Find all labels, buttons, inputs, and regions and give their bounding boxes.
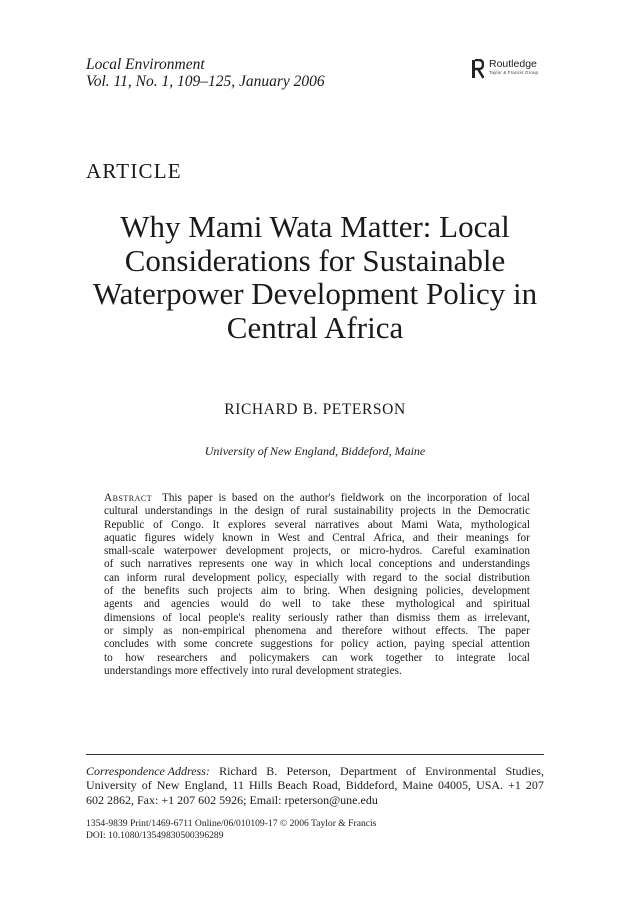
word: with <box>156 638 177 651</box>
word: Biddeford, <box>345 778 398 793</box>
word: the <box>424 571 439 584</box>
word: +1 <box>161 792 175 807</box>
word: concludes <box>104 638 149 651</box>
word: Careful <box>431 545 466 558</box>
word: rural <box>271 664 293 677</box>
word: the <box>457 505 472 518</box>
word: would <box>220 598 249 611</box>
word: rural <box>164 571 186 584</box>
word: It <box>212 518 220 531</box>
word: effects. <box>435 624 469 637</box>
publisher-mark <box>472 59 538 79</box>
abstract-label: Abstract <box>104 492 153 504</box>
word: work <box>350 651 374 664</box>
abstract-line <box>104 558 530 571</box>
word: designing <box>373 585 418 598</box>
word: well <box>281 598 302 611</box>
word: as <box>467 611 477 624</box>
word: local <box>179 611 202 624</box>
journal-header <box>86 56 325 90</box>
word: to <box>435 651 444 664</box>
word: West <box>277 531 300 544</box>
word: or <box>104 624 114 637</box>
word: Fax: <box>137 792 159 807</box>
word: narratives <box>314 518 360 531</box>
correspondence-label: Correspondence Address: <box>86 764 210 778</box>
word: Beach <box>277 778 308 793</box>
title-line: Central Africa <box>226 309 404 345</box>
issn-line: 1354-9839 Print/1469-6711 Online/06/010109-17 © 2006 Taylor & Francis <box>86 818 377 829</box>
word: researchers <box>157 651 208 664</box>
word: Department <box>340 764 397 778</box>
word: effectively <box>200 664 249 677</box>
title-line: Waterpower Development Policy in <box>92 276 538 311</box>
word: the <box>280 492 294 504</box>
word: The <box>477 624 496 637</box>
word: Email: <box>249 792 282 807</box>
word: concrete <box>214 638 253 651</box>
word: policies, <box>425 585 464 598</box>
word: examination <box>474 545 530 558</box>
word: of <box>405 764 416 778</box>
word: rather <box>336 611 363 624</box>
doi-line: DOI: 10.1080/13549830500396289 <box>86 830 224 841</box>
word: 11 <box>232 778 244 793</box>
word: Hills <box>248 778 273 793</box>
word: these <box>361 598 385 611</box>
word: spiritual <box>493 598 530 611</box>
word: to <box>408 571 418 584</box>
word: attention <box>490 638 530 651</box>
word: regard <box>373 571 402 584</box>
word: Wata, <box>436 518 463 531</box>
word: Maine <box>402 778 434 793</box>
word: on <box>263 492 275 504</box>
word: incorporation <box>426 492 488 504</box>
word: local <box>508 492 530 504</box>
word: local <box>508 651 530 664</box>
abstract-line <box>104 519 530 532</box>
correspondence-line <box>86 778 544 792</box>
word: Congo. <box>171 518 204 531</box>
word: Studies, <box>505 764 544 778</box>
word: and <box>220 651 237 664</box>
word: how <box>125 651 145 664</box>
word: the <box>121 585 136 598</box>
word: New <box>156 778 180 793</box>
word: Democratic <box>477 505 530 518</box>
article-identifiers <box>86 818 376 842</box>
word: irrelevant, <box>484 611 530 624</box>
word: USA. <box>476 778 504 793</box>
word: local <box>349 558 372 571</box>
word: small-scale <box>104 545 155 558</box>
word: Africa, <box>373 531 405 544</box>
word: simply <box>123 624 154 637</box>
word: Mami <box>401 518 429 531</box>
word: and <box>143 598 160 611</box>
word: aim <box>261 585 278 598</box>
word: waterpower <box>163 545 217 558</box>
word: one <box>251 558 268 571</box>
abstract-line <box>104 545 530 558</box>
word: reality <box>252 611 281 624</box>
word: dismiss <box>396 611 431 624</box>
word: bring. <box>303 585 331 598</box>
word: projects <box>217 585 253 598</box>
word: strategies. <box>356 664 402 677</box>
word: 207 <box>177 792 196 807</box>
word: than <box>369 611 389 624</box>
word: suggestions <box>260 638 313 651</box>
word: agencies <box>170 598 210 611</box>
word: mythological <box>395 598 455 611</box>
abstract-line <box>104 652 530 665</box>
word: inform <box>126 571 158 584</box>
word: development <box>472 585 530 598</box>
correspondence-line <box>86 793 544 807</box>
word: 602 <box>198 792 217 807</box>
word: understandings <box>144 505 213 518</box>
word: to <box>286 585 296 598</box>
word: such <box>120 558 141 571</box>
word: design <box>254 505 284 518</box>
word: about <box>367 518 393 531</box>
word: distribution <box>478 571 530 584</box>
word: of <box>162 611 172 624</box>
word: way <box>274 558 293 571</box>
word: 04005, <box>438 778 472 793</box>
word: the <box>407 492 421 504</box>
word: University <box>86 778 137 793</box>
word: 5926; <box>219 792 247 807</box>
word: author's <box>299 492 335 504</box>
word: paper <box>187 492 213 504</box>
word: This <box>161 492 182 504</box>
word: Central <box>332 531 366 544</box>
word: policymakers <box>249 651 310 664</box>
word: on <box>390 492 402 504</box>
abstract-line <box>104 585 530 598</box>
word: rpeterson@une.edu <box>284 792 378 807</box>
word: conceptions <box>378 558 433 571</box>
journal-name: Local Environment <box>86 56 205 73</box>
word: paper <box>505 624 530 637</box>
title-line: Why Mami Wata Matter: Local <box>120 209 510 244</box>
article-title <box>70 210 560 344</box>
word: Republic <box>104 518 145 531</box>
abstract-line <box>104 598 530 611</box>
author-name: RICHARD B. PETERSON <box>224 401 406 418</box>
word: of <box>290 505 300 518</box>
word: development <box>295 664 354 677</box>
routledge-r-icon <box>472 59 484 79</box>
word: non-empirical <box>182 624 245 637</box>
word: more <box>174 664 198 677</box>
publisher-name: Routledge <box>489 58 537 70</box>
word: figures <box>144 531 176 544</box>
word: social <box>445 571 472 584</box>
word: can <box>321 651 338 664</box>
word: and <box>315 624 333 637</box>
word: which <box>315 558 343 571</box>
abstract-line <box>104 665 530 678</box>
word: meanings <box>465 531 509 544</box>
word: in <box>299 558 309 571</box>
word: cultural <box>104 505 139 518</box>
abstract-line <box>104 505 530 518</box>
word: special <box>452 638 484 651</box>
word: fieldwork <box>340 492 385 504</box>
word: agents <box>104 598 133 611</box>
word: dimensions <box>104 611 155 624</box>
word: the <box>234 505 249 518</box>
word: widely <box>183 531 215 544</box>
word: phenomena <box>254 624 307 637</box>
author-affiliation: University of New England, Biddeford, Maine <box>204 444 426 458</box>
word: development <box>192 571 251 584</box>
word: action, <box>376 638 407 651</box>
word: of <box>153 518 163 531</box>
word: narratives <box>147 558 192 571</box>
word: of <box>104 585 114 598</box>
title-line: Considerations for Sustainable <box>124 242 506 278</box>
word: micro-hydros. <box>359 545 423 558</box>
word: them <box>437 611 460 624</box>
publisher-group: Taylor & Francis Group <box>489 70 539 75</box>
word: such <box>188 585 209 598</box>
word: Peterson, <box>286 764 331 778</box>
word: of <box>141 778 152 793</box>
correspondence-line <box>86 764 544 778</box>
word: is <box>218 492 226 504</box>
word: and <box>466 598 483 611</box>
word: policy, <box>257 571 288 584</box>
word: mythological <box>470 518 530 531</box>
word: in <box>219 505 228 518</box>
word: of <box>492 492 503 504</box>
word: 207 <box>525 778 544 793</box>
word: as <box>163 624 173 637</box>
abstract-line <box>104 638 530 651</box>
footnote-divider <box>86 754 544 755</box>
word: take <box>332 598 351 611</box>
word: 602 <box>86 792 104 807</box>
word: in <box>260 531 270 544</box>
word: especially <box>294 571 339 584</box>
word: their <box>437 531 458 544</box>
word: of <box>104 558 114 571</box>
word: into <box>251 664 269 677</box>
word: together <box>385 651 423 664</box>
word: seriously <box>288 611 329 624</box>
word: for <box>516 531 530 544</box>
journal-citation: Vol. 11, No. 1, 109–125, January 2006 <box>86 73 325 90</box>
word: several <box>274 518 307 531</box>
word: to <box>312 598 321 611</box>
word: sustainability <box>334 505 394 518</box>
word: in <box>442 505 451 518</box>
abstract-line <box>104 532 530 545</box>
word: England, <box>184 778 228 793</box>
word: based <box>231 492 258 504</box>
word: Environmental <box>425 764 497 778</box>
section-label: ARTICLE <box>86 159 182 183</box>
word: represents <box>198 558 245 571</box>
word: some <box>183 638 208 651</box>
word: benefits <box>144 585 180 598</box>
word: When <box>338 585 366 598</box>
word: rural <box>306 505 328 518</box>
word: understandings <box>104 664 172 677</box>
word: can <box>104 571 120 584</box>
word: 2862, <box>107 792 134 807</box>
word: known <box>222 531 253 544</box>
abstract-line <box>104 612 530 625</box>
word: and <box>307 531 325 544</box>
word: B. <box>266 764 278 778</box>
correspondence-address <box>86 764 544 807</box>
word: people's <box>208 611 245 624</box>
word: for <box>320 638 334 651</box>
word: Road, <box>312 778 341 793</box>
word: therefore <box>341 624 383 637</box>
word: or <box>340 545 350 558</box>
abstract-line <box>104 492 530 505</box>
abstract <box>104 492 530 678</box>
word: understandings <box>462 558 530 571</box>
word: projects <box>400 505 436 518</box>
word: with <box>346 571 366 584</box>
word: development <box>225 545 284 558</box>
word: do <box>259 598 271 611</box>
word: without <box>391 624 427 637</box>
word: projects, <box>293 545 332 558</box>
word: Richard <box>219 764 258 778</box>
word: and <box>439 558 456 571</box>
word: paying <box>414 638 445 651</box>
abstract-line <box>104 625 530 638</box>
word: to <box>104 651 113 664</box>
word: integrate <box>456 651 496 664</box>
word: and <box>412 531 429 544</box>
word: +1 <box>508 778 521 793</box>
word: explores <box>227 518 266 531</box>
abstract-line <box>104 572 530 585</box>
word: aquatic <box>104 531 137 544</box>
word: policy <box>340 638 369 651</box>
